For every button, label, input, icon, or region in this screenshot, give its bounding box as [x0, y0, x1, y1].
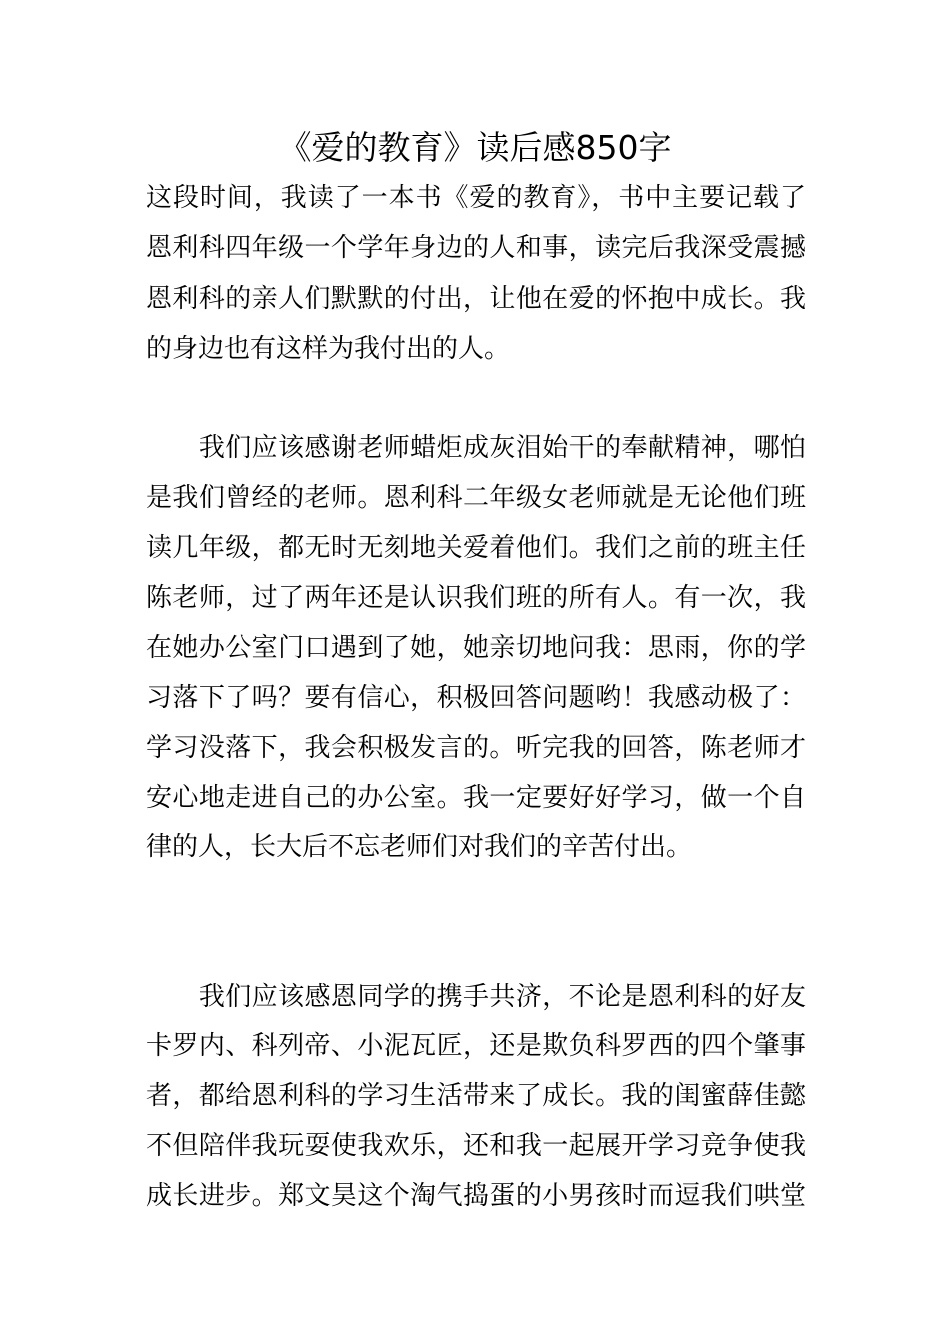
paragraph-3-line-1: 我们应该感恩同学的携手共济，不论是恩利科的好友	[146, 982, 806, 1012]
paragraph-2-line-6: 习落下了吗？要有信心，积极回答问题哟！我感动极了：	[146, 683, 806, 713]
paragraph-3-line-5: 成长进步。郑文昊这个淘气捣蛋的小男孩时而逗我们哄堂	[146, 1181, 806, 1211]
paragraph-3-line-2: 卡罗内、科列帝、小泥瓦匠，还是欺负科罗西的四个肇事	[146, 1031, 806, 1061]
paragraph-2-line-9: 律的人，长大后不忘老师们对我们的辛苦付出。	[146, 832, 693, 862]
paragraph-2-line-5: 在她办公室门口遇到了她，她亲切地问我：思雨，你的学	[146, 633, 806, 663]
paragraph-2-line-4: 陈老师，过了两年还是认识我们班的所有人。有一次，我	[146, 583, 806, 613]
paragraph-2-line-3: 读几年级，都无时无刻地关爱着他们。我们之前的班主任	[146, 533, 806, 563]
paragraph-2-line-1: 我们应该感谢老师蜡炬成灰泪始干的奉献精神，哪怕	[146, 433, 806, 463]
paragraph-1-line-2: 恩利科四年级一个学年身边的人和事，读完后我深受震撼	[146, 233, 806, 263]
paragraph-3-line-3: 者，都给恩利科的学习生活带来了成长。我的闺蜜薛佳懿	[146, 1081, 806, 1111]
paragraph-2-line-2: 是我们曾经的老师。恩利科二年级女老师就是无论他们班	[146, 483, 806, 513]
paragraph-2-line-8: 安心地走进自己的办公室。我一定要好好学习，做一个自	[146, 783, 806, 813]
paragraph-1-line-1: 这段时间，我读了一本书《爱的教育》，书中主要记载了	[146, 183, 806, 213]
paragraph-1-line-3: 恩利科的亲人们默默的付出，让他在爱的怀抱中成长。我	[146, 284, 806, 314]
document-title: 《爱的教育》读后感850字	[278, 128, 672, 167]
paragraph-1-line-4: 的身边也有这样为我付出的人。	[146, 334, 511, 364]
paragraph-3-line-4: 不但陪伴我玩耍使我欢乐，还和我一起展开学习竞争使我	[146, 1131, 806, 1161]
paragraph-2-line-7: 学习没落下，我会积极发言的。听完我的回答，陈老师才	[146, 733, 806, 763]
